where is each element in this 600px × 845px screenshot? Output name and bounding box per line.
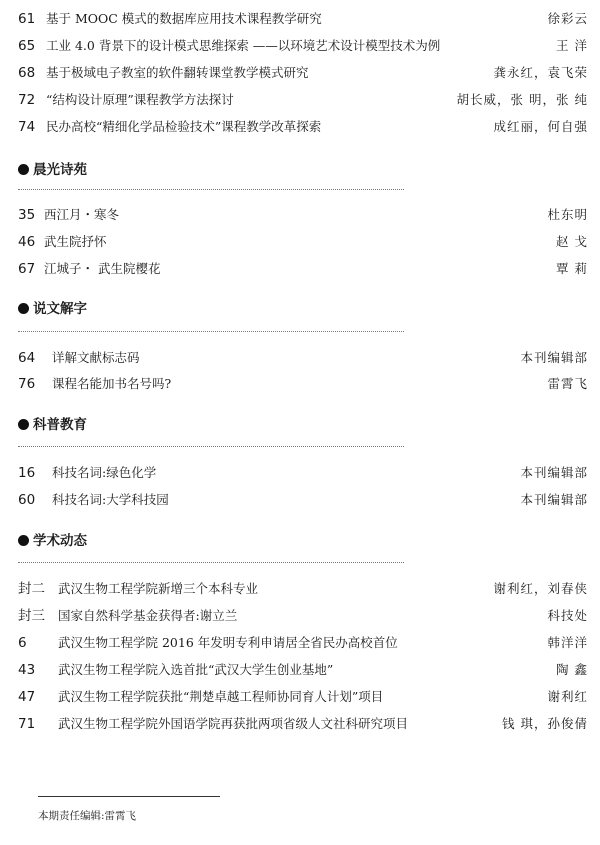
article-title: 科技名词:大学科技园 [52, 492, 169, 507]
page-number: 6 [18, 635, 27, 651]
page-number: 72 [18, 92, 36, 108]
section-heading [18, 159, 87, 181]
toc-entry[interactable] [0, 686, 600, 708]
bullet-dot-icon [18, 303, 29, 314]
article-title: 武汉生物工程学院外国语学院再获批两项省级人文社科研究项目 [58, 716, 409, 731]
toc-entry[interactable] [0, 605, 600, 627]
article-title: 基于极域电子教室的软件翻转课堂教学模式研究 [46, 65, 309, 80]
toc-entry[interactable] [0, 632, 600, 654]
page-number: 74 [18, 119, 36, 135]
bullet-dot-icon [18, 535, 29, 546]
page-number: 封二 [18, 581, 45, 597]
article-title: 武汉生物工程学院 2016 年发明专利申请居全省民办高校首位 [58, 635, 398, 650]
page-number: 76 [18, 376, 36, 392]
editor-note: 本期责任编辑:雷霄飞 [38, 810, 137, 822]
article-author: 韩洋洋 [547, 635, 588, 650]
article-author: 成红丽，何自强 [493, 119, 588, 134]
dotted-divider [18, 189, 404, 190]
page-number: 71 [18, 716, 36, 732]
toc-entry[interactable] [0, 462, 600, 484]
section-title: 说文解字 [33, 301, 87, 317]
page-number: 47 [18, 689, 36, 705]
dotted-divider [18, 331, 404, 332]
article-author: 本刊编辑部 [520, 465, 588, 480]
article-author: 杜东明 [547, 207, 588, 222]
section-title: 晨光诗苑 [33, 162, 87, 178]
toc-entry[interactable] [0, 116, 600, 138]
article-title: 详解文献标志码 [52, 350, 140, 365]
page-number: 67 [18, 261, 36, 277]
toc-entry[interactable] [0, 231, 600, 253]
article-title: 武汉生物工程学院新增三个本科专业 [58, 581, 259, 596]
article-title: 基于 MOOC 模式的数据库应用技术课程教学研究 [46, 11, 322, 26]
section-heading [18, 414, 87, 436]
toc-entry[interactable] [0, 347, 600, 369]
dotted-divider [18, 562, 404, 563]
toc-entry[interactable] [0, 62, 600, 84]
toc-entry[interactable] [0, 8, 600, 30]
article-author: 王 洋 [556, 38, 588, 53]
article-title: 江城子・ 武生院樱花 [44, 261, 161, 276]
section-title: 学术动态 [33, 533, 87, 549]
article-author: 胡长威，张 明，张 纯 [456, 92, 588, 107]
article-title: 科技名词:绿色化学 [52, 465, 157, 480]
toc-entry[interactable] [0, 713, 600, 735]
article-author: 雷霄飞 [547, 376, 588, 391]
page-number: 35 [18, 207, 36, 223]
article-author: 龚永红，袁飞荣 [493, 65, 588, 80]
article-title: 武生院抒怀 [44, 234, 107, 249]
page-number: 43 [18, 662, 36, 678]
toc-entry[interactable] [0, 258, 600, 280]
article-author: 谢利红，刘春侠 [493, 581, 588, 596]
article-title: 西江月・寒冬 [44, 207, 120, 222]
toc-entry[interactable] [0, 659, 600, 681]
page-number: 16 [18, 465, 36, 481]
bullet-dot-icon [18, 164, 29, 175]
article-title: 工业 4.0 背景下的设计模式思维探索 ——以环境艺术设计模型技术为例 [46, 38, 441, 53]
article-title: “结构设计原理”课程教学方法探讨 [46, 92, 234, 107]
page-number: 60 [18, 492, 36, 508]
toc-entry[interactable] [0, 489, 600, 511]
article-title: 民办高校“精细化学品检验技术”课程教学改革探索 [46, 119, 322, 134]
toc-entry[interactable] [0, 89, 600, 111]
bullet-dot-icon [18, 419, 29, 430]
article-title: 武汉生物工程学院入选首批“武汉大学生创业基地” [58, 662, 334, 677]
article-author: 覃 莉 [556, 261, 588, 276]
page-number: 64 [18, 350, 36, 366]
article-author: 陶 鑫 [556, 662, 588, 677]
article-author: 徐彩云 [547, 11, 588, 26]
page-number: 61 [18, 11, 36, 27]
dotted-divider [18, 446, 404, 447]
article-author: 科技处 [547, 608, 588, 623]
article-title: 武汉生物工程学院获批“荆楚卓越工程师协同育人计划”项目 [58, 689, 384, 704]
article-author: 本刊编辑部 [520, 350, 588, 365]
footer-rule [38, 796, 220, 797]
section-heading [18, 530, 87, 552]
toc-entry[interactable] [0, 35, 600, 57]
page-number: 68 [18, 65, 36, 81]
toc-entry[interactable] [0, 373, 600, 395]
article-author: 谢利红 [547, 689, 588, 704]
article-author: 钱 琪，孙俊倩 [502, 716, 588, 731]
page-number: 封三 [18, 608, 45, 624]
article-author: 本刊编辑部 [520, 492, 588, 507]
toc-entry[interactable] [0, 204, 600, 226]
page-number: 46 [18, 234, 36, 250]
section-title: 科普教育 [33, 417, 87, 433]
article-title: 国家自然科学基金获得者:谢立兰 [58, 608, 238, 623]
section-heading [18, 298, 87, 320]
article-author: 赵 戈 [556, 234, 588, 249]
page-number: 65 [18, 38, 36, 54]
article-title: 课程名能加书名号吗? [52, 376, 172, 391]
toc-entry[interactable] [0, 578, 600, 600]
